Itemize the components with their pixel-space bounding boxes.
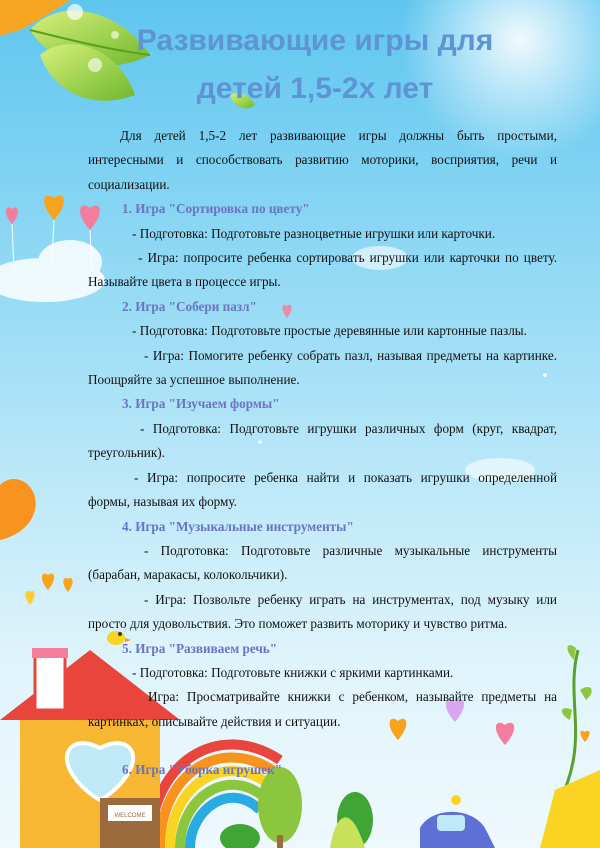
- page-title-line-2: детей 1,5-2х лет: [196, 72, 434, 105]
- game-3-play: - Игра: попросите ребенка найти и показать игрушки определенной формы, называя их форму.: [88, 469, 557, 510]
- game-3-preparation: - Подготовка: Подготовьте игрушки различных форм (круг, квадрат, треугольник).: [88, 420, 557, 461]
- game-3-heading: 3. Игра "Изучаем формы": [122, 396, 280, 412]
- game-6-heading: 6. Игра "Уборка игрушек": [122, 762, 283, 778]
- game-2-heading: 2. Игра "Собери пазл": [122, 298, 257, 314]
- page-title-line-1: Развивающие игры для: [136, 24, 494, 57]
- spacer: [88, 734, 557, 758]
- game-5-heading: 5. Игра "Развиваем речь": [122, 640, 278, 656]
- game-4-heading: 4. Игра "Музыкальные инструменты": [122, 518, 354, 534]
- game-4-preparation: - Подготовка: Подготовьте различные музыкальные инструменты (барабан, маракасы, колокольчики).: [88, 542, 557, 583]
- heart-icon: [25, 573, 72, 605]
- game-5-preparation: - Подготовка: Подготовьте книжки с яркими картинками.: [132, 664, 454, 680]
- intro-paragraph: Для детей 1,5-2 лет развивающие игры должны быть простыми, интересными и способствовать развитию моторики, восприятия, речи и социализации.: [88, 128, 557, 192]
- game-1-play: - Игра: попросите ребенка сортировать игрушки или карточки по цвету. Называйте цвета в процессе игры.: [88, 250, 557, 290]
- game-5-play: Игра: Просматривайте книжки с ребенком, называйте предметы на картинках, описывайте действия и ситуации.: [88, 689, 557, 729]
- game-2-play: - Игра: Помогите ребенку собрать пазл, называя предметы на картинке. Поощряйте за успешное выполнение.: [88, 347, 557, 388]
- game-4-play: - Игра: Позвольте ребенку играть на инструментах, под музыку или просто для удовольствия. Это поможет развить моторику и чувство ритма.: [88, 591, 557, 632]
- game-1-heading: 1. Игра "Сортировка по цвету": [122, 201, 310, 217]
- document-body: [88, 124, 557, 783]
- car-icon: [420, 795, 495, 848]
- game-2-preparation: - Подготовка: Подготовьте простые деревянные или картонные пазлы.: [132, 323, 527, 339]
- balloon-icon: [0, 479, 36, 540]
- welcome-sign-text: WELCOME: [114, 813, 146, 819]
- game-1-preparation: - Подготовка: Подготовьте разноцветные игрушки или карточки.: [132, 225, 496, 241]
